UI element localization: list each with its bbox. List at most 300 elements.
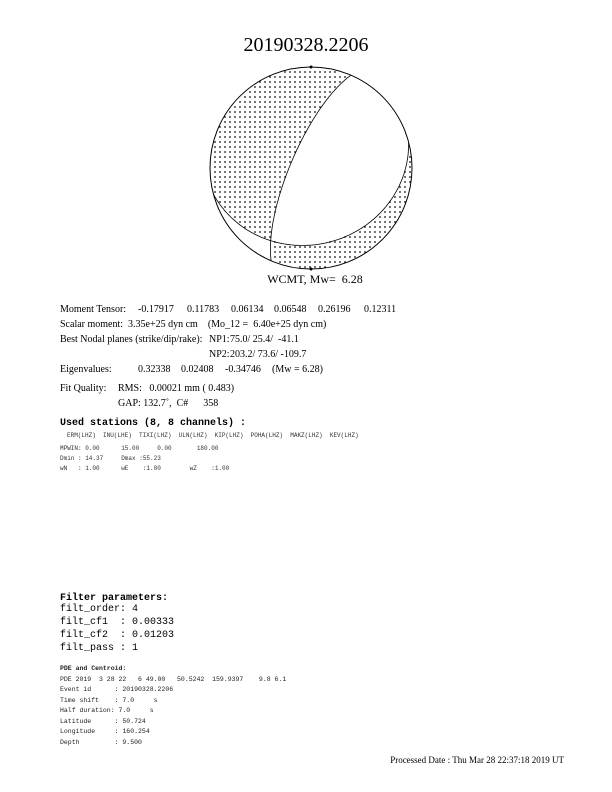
compression-dot [284,136,286,138]
compression-dot [254,141,256,143]
compression-dot [339,261,341,263]
compression-dot [289,106,291,108]
mt-value-6: 0.12311 [364,304,397,315]
compression-dot [274,146,276,148]
compression-dot [284,131,286,133]
compression-dot [254,176,256,178]
compression-dot [244,221,246,223]
compression-dot [274,126,276,128]
compression-dot [269,131,271,133]
compression-dot [319,91,321,93]
compression-dot [279,246,281,248]
compression-dot [379,226,381,228]
compression-dot [359,236,361,238]
compression-dot [239,136,241,138]
compression-dot [249,216,251,218]
mt-value-4: 0.06548 [274,304,307,315]
compression-dot [224,126,226,128]
compression-dot [239,121,241,123]
compression-dot [249,96,251,98]
compression-dot [369,241,371,243]
compression-dot [244,181,246,183]
compression-dot [259,171,261,173]
compression-dot [264,176,266,178]
compression-dot [229,151,231,153]
compression-dot [274,136,276,138]
compression-dot [329,256,331,258]
compression-dot [299,121,301,123]
compression-dot [314,71,316,73]
compression-dot [264,156,266,158]
compression-dot [219,146,221,148]
np2-value: 203.2/ 73.6/ -109.7 [230,349,307,360]
compression-dot [374,236,376,238]
eigenvalues-label: Eigenvalues: [60,364,112,375]
compression-dot [284,171,286,173]
compression-dot [289,131,291,133]
compression-dot [314,251,316,253]
compression-dot [244,196,246,198]
compression-dot [234,151,236,153]
compression-dot [229,181,231,183]
compression-dot [384,216,386,218]
compression-dot [384,221,386,223]
compression-dot [284,101,286,103]
compression-dot [229,191,231,193]
compression-dot [244,171,246,173]
compression-dot [324,91,326,93]
compression-dot [269,216,271,218]
eigenvalue-3: -0.34746 [225,364,261,375]
compression-dot [249,126,251,128]
compression-dot [379,216,381,218]
compression-dot [309,91,311,93]
compression-dot [279,111,281,113]
compression-dot [249,101,251,103]
compression-dot [259,181,261,183]
compression-dot [294,106,296,108]
compression-dot [254,171,256,173]
compression-dot [254,226,256,228]
compression-dot [309,86,311,88]
compression-dot [259,91,261,93]
compression-dot [364,241,366,243]
compression-dot [379,231,381,233]
compression-dot [319,81,321,83]
compression-dot [259,186,261,188]
compression-dot [244,201,246,203]
compression-dot [249,176,251,178]
compression-dot [299,96,301,98]
compression-dot [269,126,271,128]
compression-dot [409,161,411,163]
compression-dot [304,81,306,83]
compression-dot [234,181,236,183]
compression-dot [219,166,221,168]
compression-dot [259,116,261,118]
compression-dot [329,261,331,263]
compression-dot [394,211,396,213]
fit-rms: RMS: 0.00021 mm ( 0.483) [118,383,235,394]
compression-dot [404,176,406,178]
compression-dot [269,211,271,213]
compression-dot [279,131,281,133]
compression-dot [259,151,261,153]
compression-dot [284,76,286,78]
compression-dot [239,126,241,128]
compression-dot [294,261,296,263]
compression-dot [274,116,276,118]
compression-dot [239,156,241,158]
compression-dot [264,166,266,168]
compression-dot [274,166,276,168]
compression-dot [259,196,261,198]
compression-dot [269,196,271,198]
compression-dot [299,126,301,128]
compression-dot [259,161,261,163]
compression-dot [279,176,281,178]
beachball-diagram [0,0,612,300]
compression-dot [229,141,231,143]
compression-dot [239,186,241,188]
compression-dot [244,151,246,153]
compression-dot [279,146,281,148]
compression-dot [299,111,301,113]
compression-dot [339,256,341,258]
compression-dot [264,121,266,123]
compression-dot [249,221,251,223]
compression-dot [269,81,271,83]
compression-dot [289,251,291,253]
compression-dot [254,86,256,88]
compression-dot [274,176,276,178]
compression-dot [284,121,286,123]
compression-dot [314,76,316,78]
pde-heading: PDE and Centroid: [60,665,127,672]
filter-cf2: filt_cf2 : 0.01203 [60,630,175,641]
compression-dot [309,116,311,118]
compression-dot [354,241,356,243]
compression-dot [234,216,236,218]
compression-dot [319,71,321,73]
compression-dot [289,261,291,263]
compression-dot [239,141,241,143]
compression-dot [359,241,361,243]
compression-dot [264,86,266,88]
compression-dot [229,121,231,123]
compression-dot [274,101,276,103]
compression-dot [324,96,326,98]
np1-value: 75.0/ 25.4/ -41.1 [230,334,299,345]
compression-dot [254,206,256,208]
compression-dot [404,181,406,183]
compression-dot [264,196,266,198]
compression-dot [354,256,356,258]
compression-dot [224,186,226,188]
compression-dot [279,251,281,253]
compression-dot [279,91,281,93]
compression-dot [279,96,281,98]
compression-dot [244,111,246,113]
compression-dot [249,206,251,208]
focal-sphere-outline [210,67,412,269]
compression-dot [264,226,266,228]
compression-dot [299,266,301,268]
compression-dot [269,221,271,223]
compression-dot [279,166,281,168]
compression-dot [219,186,221,188]
compression-dot [344,251,346,253]
compression-dot [254,211,256,213]
mt-value-5: 0.26196 [318,304,351,315]
compression-dot [229,111,231,113]
compression-dot [399,191,401,193]
compression-dot [274,161,276,163]
compression-dot [289,151,291,153]
compression-dot [284,256,286,258]
compression-dot [294,71,296,73]
compression-dot [274,171,276,173]
compression-dot [254,161,256,163]
compression-dot [279,261,281,263]
compression-dot [279,101,281,103]
compression-dot [234,136,236,138]
compression-dot [219,196,221,198]
compression-dot [324,246,326,248]
compression-dot [314,111,316,113]
compression-dot [314,256,316,258]
compression-dot [259,231,261,233]
compression-dot [374,221,376,223]
compression-dot [289,86,291,88]
compression-dot [279,86,281,88]
compression-dot [239,211,241,213]
compression-dot [269,186,271,188]
compression-dot [289,141,291,143]
compression-dot [264,111,266,113]
compression-dot [219,161,221,163]
compression-dot [284,106,286,108]
compression-dot [239,176,241,178]
compression-dot [224,181,226,183]
compression-dot [214,181,216,183]
compression-dot [229,156,231,158]
moment-tensor-label: Moment Tensor: [60,304,127,315]
compression-dot [269,91,271,93]
compression-dot [249,201,251,203]
compression-dot [354,251,356,253]
compression-dot [224,136,226,138]
compression-dot [219,181,221,183]
compression-dot [249,136,251,138]
compression-dot [279,156,281,158]
compression-dot [289,146,291,148]
compression-dot [239,151,241,153]
compression-dot [239,101,241,103]
compression-dot [304,91,306,93]
compression-dot [259,226,261,228]
compression-dot [254,136,256,138]
compression-dot [344,76,346,78]
compression-dot [294,256,296,258]
compression-dot [274,251,276,253]
compression-dot [254,151,256,153]
compression-dot [284,111,286,113]
compression-dot [264,186,266,188]
compression-dot [239,181,241,183]
compression-dot [244,126,246,128]
compression-dot [364,236,366,238]
compression-dot [399,186,401,188]
compression-dot [309,121,311,123]
compression-dot [349,241,351,243]
compression-dot [294,111,296,113]
compression-dot [404,196,406,198]
compression-dot [279,141,281,143]
stations-weights: wN : 1.00 wE :1.00 wZ :1.00 [60,465,230,472]
compression-dot [254,131,256,133]
compression-dot [229,171,231,173]
compression-dot [284,71,286,73]
compression-dot [349,256,351,258]
compression-dot [299,131,301,133]
compression-dot [319,246,321,248]
compression-dot [224,151,226,153]
compression-dot [324,251,326,253]
compression-dot [294,251,296,253]
compression-dot [279,171,281,173]
compression-dot [249,131,251,133]
compression-dot [244,186,246,188]
compression-dot [294,91,296,93]
compression-dot [314,96,316,98]
compression-dot [374,241,376,243]
compression-dot [279,126,281,128]
scalar-moment: Scalar moment: 3.35e+25 dyn cm (Mo_12 = 6.40e+25 dyn cm) [60,319,327,330]
compression-dot [279,106,281,108]
pde-event-id: Event id : 20190328.2206 [60,686,174,693]
compression-dot [264,126,266,128]
compression-dot [274,111,276,113]
compression-dot [239,206,241,208]
compression-dot [234,156,236,158]
compression-dot [244,136,246,138]
compression-dot [259,176,261,178]
compression-dot [319,251,321,253]
compression-dot [289,71,291,73]
compression-dot [289,116,291,118]
compression-dot [234,131,236,133]
compression-dot [374,226,376,228]
compression-dot [259,221,261,223]
compression-dot [264,206,266,208]
compression-dot [254,231,256,233]
compression-dot [244,161,246,163]
compression-dot [274,91,276,93]
compression-dot [274,196,276,198]
compression-dot [384,226,386,228]
compression-dot [334,81,336,83]
compression-dot [234,116,236,118]
compression-dot [299,91,301,93]
compression-dot [314,101,316,103]
compression-dot [239,146,241,148]
compression-dot [249,111,251,113]
compression-dot [344,246,346,248]
compression-dot [274,106,276,108]
compression-dot [249,181,251,183]
compression-dot [299,246,301,248]
compression-dot [294,86,296,88]
compression-dot [254,146,256,148]
compression-dot [224,191,226,193]
compression-dot [269,86,271,88]
compression-dot [369,236,371,238]
compression-dot [284,141,286,143]
compression-dot [234,176,236,178]
compression-dot [259,101,261,103]
compression-dot [299,261,301,263]
compression-dot [269,136,271,138]
compression-dot [364,231,366,233]
compression-dot [319,101,321,103]
filter-cf1: filt_cf1 : 0.00333 [60,617,175,628]
compression-dot [289,111,291,113]
compression-dot [274,181,276,183]
compression-dot [409,156,411,158]
compression-dot [229,136,231,138]
compression-dot [294,116,296,118]
compression-dot [264,116,266,118]
compression-dot [239,111,241,113]
compression-dot [289,81,291,83]
compression-dot [274,81,276,83]
compression-dot [234,106,236,108]
compression-dot [384,211,386,213]
compression-dot [264,236,266,238]
compression-dot [304,251,306,253]
compression-dot [269,161,271,163]
compression-dot [274,121,276,123]
filter-order: filt_order: 4 [60,604,139,615]
compression-dot [219,191,221,193]
compression-dot [269,226,271,228]
compression-dot [254,201,256,203]
compression-dot [234,126,236,128]
compression-dot [254,166,256,168]
compression-dot [264,91,266,93]
compression-dot [279,186,281,188]
compression-dot [344,256,346,258]
compression-dot [259,106,261,108]
compression-dot [294,141,296,143]
compression-dot [254,196,256,198]
compression-dot [259,146,261,148]
compression-dot [389,211,391,213]
mt-value-2: 0.11783 [187,304,220,315]
compression-dot [294,136,296,138]
compression-dot [339,76,341,78]
compression-dot [264,221,266,223]
pde-latitude: Latitude : 50.724 [60,718,146,725]
compression-dot [289,121,291,123]
compression-dot [329,81,331,83]
compression-dot [304,76,306,78]
compression-dot [264,81,266,83]
compression-dot [354,236,356,238]
compression-dot [304,96,306,98]
compression-dot [274,141,276,143]
